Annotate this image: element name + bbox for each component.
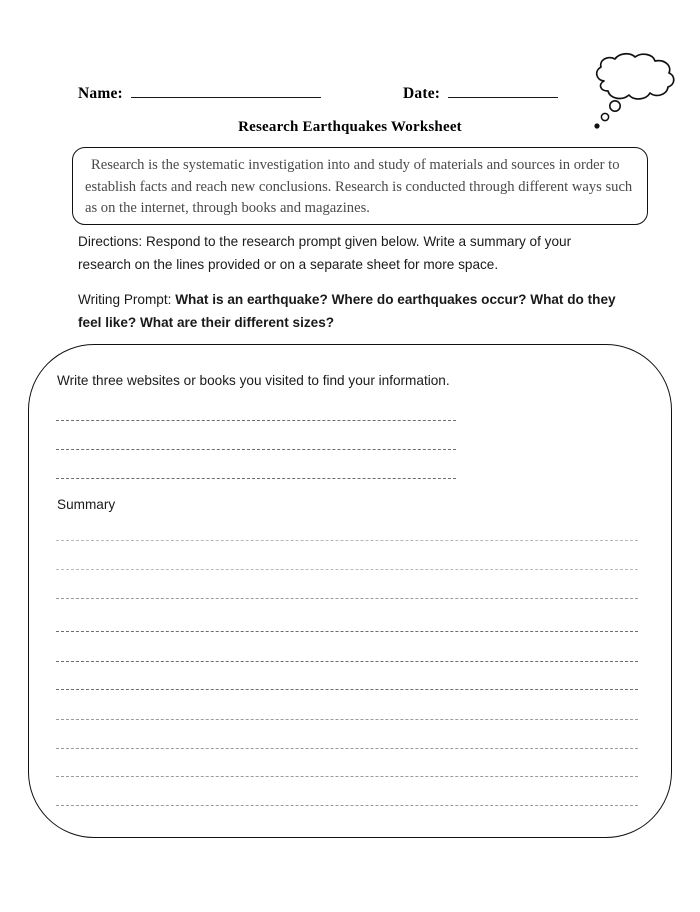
source-line-1[interactable]	[56, 420, 456, 421]
summary-line-10[interactable]	[56, 805, 638, 806]
name-input-line[interactable]	[131, 83, 321, 98]
page-title: Research Earthquakes Worksheet	[238, 119, 462, 135]
date-input-line[interactable]	[448, 83, 558, 98]
date-label: Date:	[403, 85, 441, 102]
source-line-2[interactable]	[56, 449, 456, 450]
summary-line-7[interactable]	[56, 719, 638, 720]
answer-area-box	[28, 344, 672, 838]
definition-text: Research is the systematic investigation into and study of materials and sources in order to establish facts and reach new conclusions. Research is conducted through different ways such as on the internet, through books and magazines.	[85, 157, 633, 216]
header-fields	[78, 83, 578, 107]
directions-text: Directions: Respond to the research prompt given below. Write a summary of your research on the lines provided or on a separate sheet for more space.	[78, 234, 572, 272]
summary-line-3[interactable]	[56, 598, 638, 599]
date-field-group	[403, 83, 558, 103]
sources-instruction: Write three websites or books you visited to find your information.	[57, 373, 450, 388]
writing-prompt-question: What is an earthquake? Where do earthquakes occur? What do they feel like? What are their different sizes?	[78, 292, 616, 330]
definition-box	[72, 147, 648, 225]
writing-prompt	[78, 288, 623, 334]
source-line-3[interactable]	[56, 478, 456, 479]
summary-line-6[interactable]	[56, 689, 638, 690]
summary-line-8[interactable]	[56, 748, 638, 749]
writing-prompt-label: Writing Prompt:	[78, 292, 172, 307]
summary-line-9[interactable]	[56, 776, 638, 777]
summary-line-4[interactable]	[56, 631, 638, 632]
name-label: Name:	[78, 85, 123, 102]
summary-line-2[interactable]	[56, 569, 638, 570]
summary-label: Summary	[57, 497, 116, 512]
summary-line-5[interactable]	[56, 661, 638, 662]
name-field-group	[78, 83, 321, 103]
summary-line-1[interactable]	[56, 540, 638, 541]
